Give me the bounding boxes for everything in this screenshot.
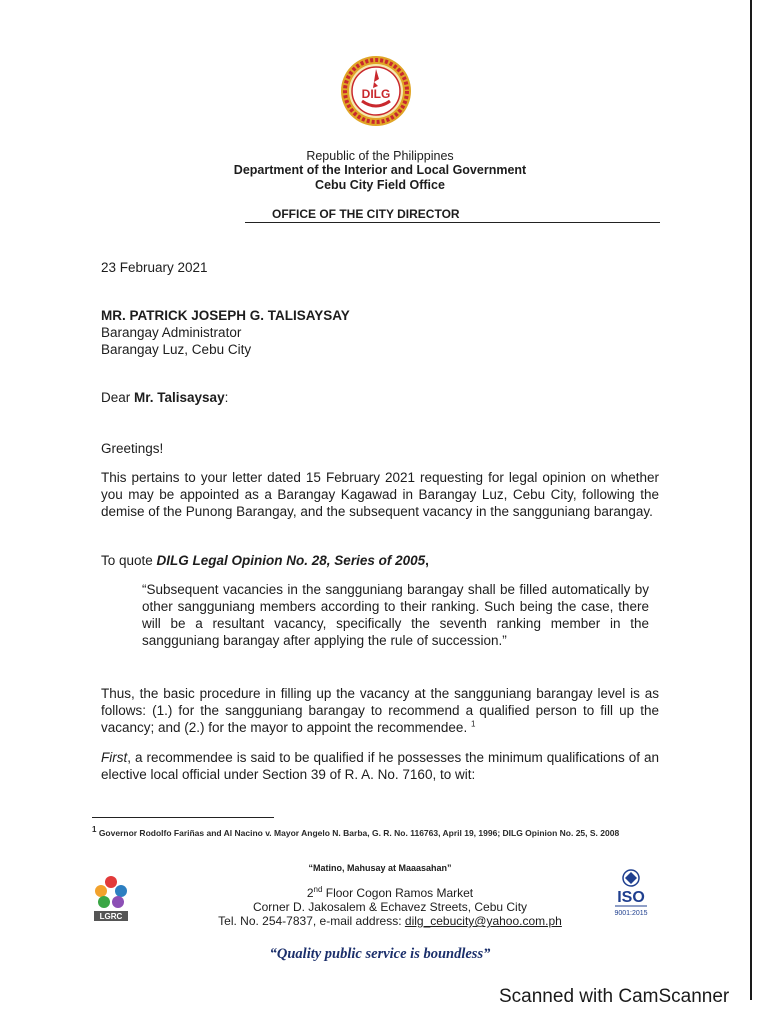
footer-tagline: “Quality public service is boundless” [269,946,491,962]
email-link[interactable]: dilg_cebucity@yahoo.com.ph [404,914,562,928]
lgrc-logo [92,874,130,922]
footer-address-line3 [180,914,600,928]
header-republic: Republic of the Philippines [306,149,454,163]
salutation-prefix: Dear [101,390,135,405]
quote-intro [101,552,429,569]
camscanner-watermark: Scanned with CamScanner [499,986,730,1007]
quote-intro-ref: DILG Legal Opinion No. 28, Series of 2005 [156,553,426,568]
legal-opinion-quote: “Subsequent vacancies in the sangguniang barangay shall be filled automatically by other sangguniang members according to their ranking. Such being the case, there will be a resultant vacancy, specifically the seventh ranking member in the sangguniang barangay after applying the rule of succession.” [142,582,649,648]
footer-address-line2: Corner D. Jakosalem & Echavez Streets, Cebu City [252,900,528,914]
footnote-text: Governor Rodolfo Fariñas and Al Nacino v. Mayor Angelo N. Barba, G. R. No. 116763, April 19, 1996; DILG Opinion No. 25, S. 2008 [96,828,620,838]
lgrc-logo-text: LGRC [99,912,123,921]
footnote-number: 1 [92,825,97,835]
footnote-ref: 1 [470,719,476,729]
footer-address-line1 [180,886,600,900]
paragraph-qualifications [101,749,659,783]
greeting: Greetings! [101,441,164,456]
contact-prefix: Tel. No. 254-7837, e-mail address: [218,914,405,928]
header-field-office: Cebu City Field Office [315,178,445,192]
address-line1-rest: Floor Cogon Ramos Market [322,886,474,900]
dilg-seal-logo [340,55,412,127]
iso-standard-text: 9001:2015 [614,910,648,917]
recipient-title: Barangay Administrator [101,325,242,340]
paragraph-qualifications-lead: First [101,750,128,765]
recipient-name: MR. PATRICK JOSEPH G. TALISAYSAY [101,308,350,323]
paragraph-procedure [101,685,659,736]
recipient-address: Barangay Luz, Cebu City [101,342,252,357]
office-title: OFFICE OF THE CITY DIRECTOR [272,207,460,221]
paragraph-request: This pertains to your letter dated 15 February 2021 requesting for legal opinion on whether you may be appointed as a Barangay Kagawad in Barangay Luz, Cebu City, following the demise of the Punong Barangay, and the subsequent vacancy in the sangguniang barangay. [101,470,659,519]
letter-date: 23 February 2021 [101,260,208,275]
paragraph-procedure-text: Thus, the basic procedure in filling up the vacancy at the sangguniang barangay level is as follows: (1.) for the sangguniang barangay to recommend a qualified person to fill up the vacancy; and (2.) for the mayor to appoint the recommendee. [101,686,659,735]
footnote [92,827,692,839]
address-floor-suffix: nd [313,885,323,894]
page-edge [750,0,752,1000]
seal-text: DILG [361,87,391,101]
salutation-suffix: : [224,390,229,405]
address-floor-number: 2 [306,886,314,900]
office-title-rule [245,222,660,223]
quote-intro-prefix: To quote [101,553,157,568]
iso-logo-text: ISO [617,889,645,906]
salutation-name: Mr. Talisaysay [134,390,225,405]
quote-intro-suffix: , [425,553,429,568]
footer-motto: “Matino, Mahusay at Maaasahan” [308,863,452,873]
paragraph-qualifications-text: , a recommendee is said to be qualified if he possesses the minimum qualifications of an elective local official under Section 39 of R. A. No. 7160, to wit: [101,750,659,782]
footnote-rule [92,817,274,818]
salutation [101,389,228,406]
header-department: Department of the Interior and Local Government [233,163,527,177]
iso-certification-logo [609,868,653,920]
